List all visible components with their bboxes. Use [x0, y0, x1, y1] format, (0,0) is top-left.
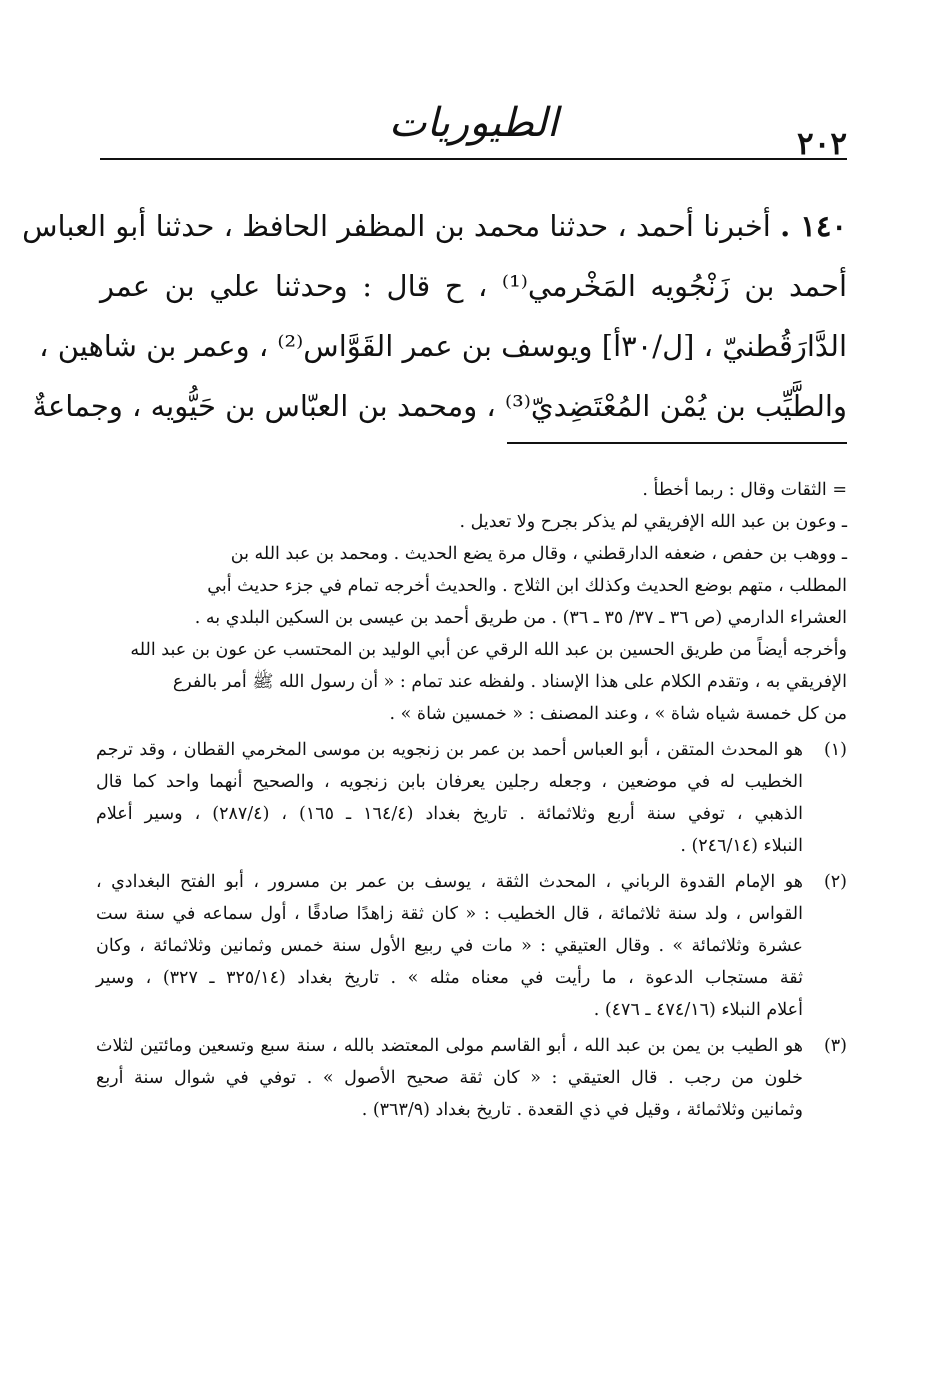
- header-rule: [100, 158, 847, 160]
- continuation-note: [96, 474, 847, 730]
- footnote-line: ثقة مستجاب الدعوة ، ما رأيت في معناه مثله » . تاريخ بغداد (٣٢٥/١٤ ـ ٣٢٧) ، وسير: [96, 968, 803, 988]
- footnote-line: هو الإمام القدوة الرباني ، المحدث الثقة ، يوسف بن عمر بن مسرور ، أبو الفتح البغدادي ،: [96, 872, 803, 892]
- footnote-body: [96, 1030, 803, 1126]
- footnote-line: خلون من رجب . قال العتيقي : « كان ثقة صحيح الأصول » . توفي في شوال سنة أربع: [96, 1068, 803, 1088]
- footnote-line: وثمانين وثلاثمائة ، وقيل في ذي القعدة . تاريخ بغداد (٣٦٣/٩) .: [361, 1100, 803, 1120]
- footnote-separator: [507, 442, 847, 444]
- hadith-line: [22, 196, 847, 256]
- note-line: وأخرجه أيضاً من طريق الحسين بن عبد الله الرقي عن أبي الوليد بن المحتسب عن عون بن عبد الله: [130, 640, 847, 660]
- footnote-line: الخطيب له في موضعين ، وجعله رجلين يعرفان بابن زنجويه ، والصحيح أنهما واحد كما قال: [96, 772, 803, 792]
- note-line: ـ ووهب بن حفص ، ضعفه الدارقطني ، وقال مرة يضع الحديث . ومحمد بن عبد الله بن: [230, 544, 847, 564]
- page-header: [100, 100, 847, 162]
- footnotes: [96, 474, 847, 1126]
- footnote-2: [96, 866, 847, 1026]
- footnote-line: الذهبي ، توفي سنة أربع وثلاثمائة . تاريخ بغداد (١٦٤/٤ ـ ١٦٥) ، (٢٨٧/٤) ، وسير أعلام: [96, 804, 803, 824]
- footnote-line: أعلام النبلاء (٤٧٤/١٦ ـ ٤٧٦) .: [593, 1000, 803, 1020]
- note-line: من كل خمسة شياه شاة » ، وعند المصنف : « خمسين شاة » .: [389, 704, 847, 724]
- note-line: المطلب ، متهم بوضع الحديث وكذلك ابن الثلاج . والحديث أخرجه تمام في جزء حديث أبي: [207, 576, 847, 596]
- footnote-3: [96, 1030, 847, 1126]
- hadith-line: أحمد بن زَنْجُويه المَخْرمي⁽¹⁾ ، ح قال : وحدثنا علي بن عمر: [100, 269, 847, 303]
- book-title: الطيوريات: [388, 100, 559, 146]
- footnote-body: [96, 866, 803, 1026]
- footnote-line: عشرة وثلاثمائة » . وقال العتيقي : « مات في ربيع الأول سنة خمس وثمانين وثلاثمائة ، وكان: [96, 936, 803, 956]
- hadith-text: [22, 196, 847, 436]
- footnote-number: (٢): [823, 872, 847, 892]
- footnote-line: النبلاء (٢٤٦/١٤) .: [680, 836, 803, 856]
- footnote-line: القواس ، ولد سنة ثلاثمائة ، قال الخطيب : « كان ثقة زاهدًا صادقًا ، أول سماعه في سنة ست: [96, 904, 803, 924]
- hadith-number: ١٤٠ .: [780, 209, 847, 243]
- note-line: = الثقات وقال : ربما أخطأ .: [642, 480, 847, 500]
- footnote-line: هو الطيب بن يمن بن عبد الله ، أبو القاسم مولى المعتضد بالله ، سنة سبع وتسعين ومائتين لثلاث: [96, 1036, 803, 1056]
- note-line: ـ وعون بن عبد الله الإفريقي لم يذكر بجرح ولا تعديل .: [459, 512, 847, 532]
- footnote-body: [96, 734, 803, 862]
- footnote-1: [96, 734, 847, 862]
- page-number: ٢٠٢: [797, 126, 847, 162]
- hadith-line-text: أخبرنا أحمد ، حدثنا محمد بن المظفر الحافظ ، حدثنا أبو العباس: [22, 209, 771, 243]
- hadith-line: الدَّارَقُطنيّ ، [ل/٣٠أ] ويوسف بن عمر القَوَّاس⁽²⁾ ، وعمر بن شاهين ،: [39, 329, 847, 363]
- hadith-line: والطَّيِّب بن يُمْن المُعْتَضِديّ⁽³⁾ ، ومحمد بن العبّاس بن حَيُّويه ، وجماعةٌ: [32, 389, 847, 423]
- note-line: الإفريقي به ، وتقدم الكلام على هذا الإسناد . ولفظه عند تمام : « أن رسول الله ﷺ أمر بالفرع: [172, 672, 847, 692]
- footnote-number: (٣): [823, 1036, 847, 1056]
- note-line: العشراء الدارمي (ص ٣٦ ـ ٣٧/ ٣٥ ـ ٣٦) . من طريق أحمد بن عيسى بن السكين البلدي به .: [194, 608, 847, 628]
- footnote-line: هو المحدث المتقن ، أبو العباس أحمد بن عمر بن زنجويه بن موسى المخرمي القطان ، وقد ترجم: [96, 740, 803, 760]
- footnote-number: (١): [823, 740, 847, 760]
